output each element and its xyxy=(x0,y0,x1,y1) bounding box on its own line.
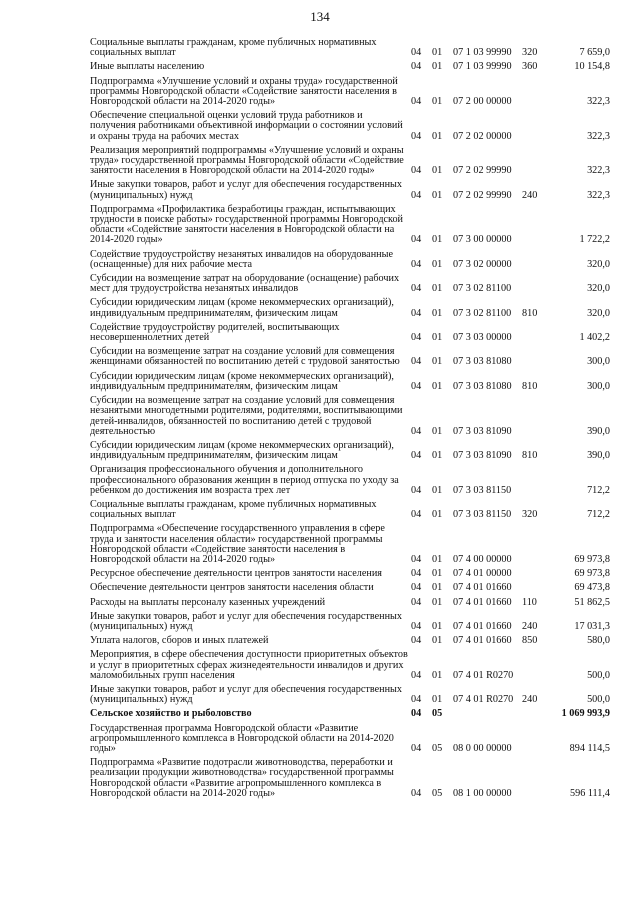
row-section: 04 xyxy=(411,234,422,246)
row-amount: 10 154,8 xyxy=(574,61,610,73)
row-expense-type: 360 xyxy=(522,61,538,73)
row-expense-type: 850 xyxy=(522,635,538,647)
table-row xyxy=(90,636,610,646)
row-subsection: 01 xyxy=(432,596,443,608)
row-section: 04 xyxy=(411,484,422,496)
row-expense-type: 810 xyxy=(522,307,538,319)
row-target-article: 07 3 02 81100 xyxy=(453,307,512,319)
row-subsection: 05 xyxy=(432,742,443,754)
row-amount: 69 473,8 xyxy=(574,582,610,594)
row-section: 04 xyxy=(411,582,422,594)
row-subsection: 01 xyxy=(432,425,443,437)
row-expense-type: 320 xyxy=(522,47,538,59)
row-subsection: 01 xyxy=(432,553,443,565)
row-expense-type: 810 xyxy=(522,380,538,392)
table-row xyxy=(90,650,610,681)
row-description: Иные закупки товаров, работ и услуг для обеспечения государственных (муниципальных) нужд xyxy=(90,683,402,706)
row-amount: 300,0 xyxy=(587,380,610,392)
row-description: Организация профессионального обучения и дополнительного профессионального образования женщин в период отпуска по уходу за ребенком до достижения им возраста трех лет xyxy=(90,464,399,496)
row-expense-type: 110 xyxy=(522,596,537,608)
row-subsection: 01 xyxy=(432,568,443,580)
row-description: Субсидии на возмещение затрат на оборудование (оснащение) рабочих мест для трудоустройства незанятых инвалидов xyxy=(90,273,400,295)
row-description: Подпрограмма «Профилактика безработицы граждан, испытывающих трудности в поиске работы» государственной программы Новгородской области «Содействие занятости населения в Новгородской области на 2014-2020 годы» xyxy=(90,203,404,246)
table-row xyxy=(90,77,610,108)
row-section: 04 xyxy=(411,61,422,73)
row-subsection: 01 xyxy=(432,669,443,681)
row-subsection: 05 xyxy=(432,708,443,720)
page-number: 134 xyxy=(310,9,330,24)
row-target-article: 08 1 00 00000 xyxy=(453,787,512,799)
table-row xyxy=(90,205,610,246)
row-subsection: 01 xyxy=(432,332,443,344)
row-subsection: 01 xyxy=(432,620,443,632)
table-row xyxy=(90,724,610,755)
table-row xyxy=(90,274,610,294)
row-target-article: 07 1 03 99990 xyxy=(453,61,512,73)
row-amount: 69 973,8 xyxy=(574,553,610,565)
row-amount: 69 973,8 xyxy=(574,568,610,580)
row-section: 04 xyxy=(411,708,422,720)
row-subsection: 01 xyxy=(432,61,443,73)
row-subsection: 01 xyxy=(432,258,443,270)
row-target-article: 07 4 01 01660 xyxy=(453,582,512,594)
row-target-article: 07 3 03 81150 xyxy=(453,484,512,496)
table-row xyxy=(90,372,610,392)
row-amount: 712,2 xyxy=(587,484,610,496)
row-amount: 500,0 xyxy=(587,694,610,706)
row-amount: 596 111,4 xyxy=(570,787,610,799)
budget-table xyxy=(90,38,610,803)
table-row xyxy=(90,569,610,579)
row-target-article: 07 4 01 R0270 xyxy=(453,669,514,681)
row-subsection: 01 xyxy=(432,582,443,594)
row-description: Содействие трудоустройству родителей, воспитывающих несовершеннолетних детей xyxy=(90,321,340,344)
row-target-article: 07 3 03 81080 xyxy=(453,380,512,392)
table-row xyxy=(90,465,610,496)
row-target-article: 07 4 01 01660 xyxy=(453,620,512,632)
table-row xyxy=(90,441,610,461)
row-target-article: 07 1 03 99990 xyxy=(453,47,512,59)
row-expense-type: 240 xyxy=(522,694,538,706)
row-target-article: 07 2 02 99990 xyxy=(453,165,512,177)
row-amount: 322,3 xyxy=(587,96,610,108)
row-description: Обеспечение деятельности центров занятости населения области xyxy=(90,582,374,594)
row-subsection: 01 xyxy=(432,484,443,496)
row-amount: 320,0 xyxy=(587,258,610,270)
row-section: 04 xyxy=(411,96,422,108)
row-amount: 500,0 xyxy=(587,669,610,681)
row-section: 04 xyxy=(411,568,422,580)
row-subsection: 01 xyxy=(432,450,443,462)
row-description: Субсидии юридическим лицам (кроме некоммерческих организаций), индивидуальным предпринимателям, физическим лицам xyxy=(90,370,394,392)
row-section: 04 xyxy=(411,356,422,368)
row-section: 04 xyxy=(411,307,422,319)
row-target-article: 07 2 00 00000 xyxy=(453,96,512,108)
row-description: Реализация мероприятий подпрограммы «Улучшение условий и охраны труда» государственной программы Новгородской области «Содействие занятости населения в Новгородской области на 2014-2020 годы» xyxy=(90,144,404,177)
row-description: Иные закупки товаров, работ и услуг для обеспечения государственных (муниципальных) нужд xyxy=(90,610,402,632)
row-target-article: 07 4 01 01660 xyxy=(453,635,512,647)
table-row xyxy=(90,500,610,520)
row-amount: 580,0 xyxy=(587,635,610,647)
row-subsection: 01 xyxy=(432,96,443,108)
row-section: 04 xyxy=(411,380,422,392)
row-subsection: 01 xyxy=(432,356,443,368)
row-amount: 322,3 xyxy=(587,189,610,201)
row-section: 04 xyxy=(411,47,422,59)
row-section: 04 xyxy=(411,165,422,177)
table-row xyxy=(90,685,610,705)
row-description: Ресурсное обеспечение деятельности центров занятости населения xyxy=(90,568,382,580)
row-section: 04 xyxy=(411,332,422,344)
row-subsection: 01 xyxy=(432,189,443,201)
row-target-article: 07 3 03 81090 xyxy=(453,425,512,437)
row-description: Подпрограмма «Улучшение условий и охраны труда» государственной программы Новгородской области «Содействие занятости населения в Новгородской области на 2014-2020 годы» xyxy=(90,75,398,108)
row-description: Социальные выплаты гражданам, кроме публичных нормативных социальных выплат xyxy=(90,498,377,521)
row-expense-type: 240 xyxy=(522,620,538,632)
row-target-article: 07 4 01 00000 xyxy=(453,568,512,580)
row-expense-type: 320 xyxy=(522,509,538,521)
row-amount: 1 402,2 xyxy=(579,332,610,344)
row-expense-type: 810 xyxy=(522,450,538,462)
row-description: Иные закупки товаров, работ и услуг для обеспечения государственных (муниципальных) нужд xyxy=(90,179,402,201)
row-subsection: 01 xyxy=(432,165,443,177)
row-section: 04 xyxy=(411,189,422,201)
row-subsection: 01 xyxy=(432,380,443,392)
row-subsection: 01 xyxy=(432,234,443,246)
table-row xyxy=(90,583,610,593)
row-section: 04 xyxy=(411,450,422,462)
row-section: 04 xyxy=(411,258,422,270)
row-section: 04 xyxy=(411,742,422,754)
row-description: Подпрограмма «Обеспечение государственного управления в сфере труда и занятости населения области» государственной программы Новгородской области «Содействие занятости населения в Новгородской области на 2014-2020 годы» xyxy=(90,523,385,565)
row-amount: 390,0 xyxy=(587,450,610,462)
row-target-article: 07 3 02 00000 xyxy=(453,258,512,270)
row-section: 04 xyxy=(411,509,422,521)
row-target-article: 07 4 01 R0270 xyxy=(453,694,514,706)
row-description: Государственная программа Новгородской области «Развитие агропромышленного комплекса в Новгородской области на 2014-2020 годы» xyxy=(90,722,394,754)
row-section: 04 xyxy=(411,425,422,437)
row-amount: 322,3 xyxy=(587,130,610,142)
row-amount: 320,0 xyxy=(587,283,610,295)
row-subsection: 01 xyxy=(432,307,443,319)
row-amount: 1 069 993,9 xyxy=(561,708,610,720)
table-row xyxy=(90,180,610,200)
row-section: 04 xyxy=(411,635,422,647)
row-amount: 7 659,0 xyxy=(579,47,610,59)
row-subsection: 01 xyxy=(432,635,443,647)
row-amount: 390,0 xyxy=(587,425,610,437)
table-row xyxy=(90,298,610,318)
row-section: 04 xyxy=(411,620,422,632)
row-expense-type: 240 xyxy=(522,189,538,201)
row-description: Сельское хозяйство и рыболовство xyxy=(90,708,252,720)
table-row xyxy=(90,758,610,799)
row-description: Иные выплаты населению xyxy=(90,61,205,73)
row-description: Субсидии на возмещение затрат на создание условий для совмещения женщинами обязанностей по воспитанию детей с трудовой занятостью xyxy=(90,346,400,368)
row-subsection: 01 xyxy=(432,694,443,706)
table-row xyxy=(90,612,610,632)
table-row xyxy=(90,598,610,608)
table-row xyxy=(90,396,610,437)
row-section: 04 xyxy=(411,787,422,799)
table-row xyxy=(90,347,610,367)
row-description: Мероприятия, в сфере обеспечения доступности приоритетных объектов и услуг в приоритетных сферах жизнедеятельности инвалидов и других маломобильных групп населения xyxy=(90,649,408,681)
row-section: 04 xyxy=(411,669,422,681)
row-amount: 712,2 xyxy=(587,509,610,521)
row-amount: 320,0 xyxy=(587,307,610,319)
row-section: 04 xyxy=(411,130,422,142)
row-target-article: 07 3 03 81090 xyxy=(453,450,512,462)
row-subsection: 01 xyxy=(432,130,443,142)
table-row xyxy=(90,146,610,177)
row-description: Социальные выплаты гражданам, кроме публичных нормативных социальных выплат xyxy=(90,37,377,59)
row-subsection: 01 xyxy=(432,47,443,59)
row-description: Субсидии юридическим лицам (кроме некоммерческих организаций), индивидуальным предпринимателям, физическим лицам xyxy=(90,297,394,319)
table-row xyxy=(90,323,610,343)
row-amount: 300,0 xyxy=(587,356,610,368)
row-target-article: 07 3 02 81100 xyxy=(453,283,512,295)
row-target-article: 08 0 00 00000 xyxy=(453,742,512,754)
table-row xyxy=(90,524,610,565)
row-amount: 17 031,3 xyxy=(574,620,610,632)
row-description: Содействие трудоустройству незанятых инвалидов на оборудованные (оснащенные) для них рабочие места xyxy=(90,248,393,270)
table-row xyxy=(90,38,610,58)
table-row xyxy=(90,62,610,72)
row-description: Подпрограмма «Развитие подотрасли животноводства, переработки и реализации продукции животноводства» государственной программы Новгородской области «Развитие агропромышленного комплекса в Новгородской области на 2014-2020 годы» xyxy=(90,757,394,799)
row-description: Уплата налогов, сборов и иных платежей xyxy=(90,635,269,647)
row-target-article: 07 3 03 81080 xyxy=(453,356,512,368)
row-amount: 322,3 xyxy=(587,165,610,177)
row-amount: 51 862,5 xyxy=(574,596,610,608)
row-target-article: 07 3 03 81150 xyxy=(453,509,512,521)
row-subsection: 05 xyxy=(432,787,443,799)
row-target-article: 07 3 00 00000 xyxy=(453,234,512,246)
row-amount: 1 722,2 xyxy=(579,234,610,246)
row-description: Расходы на выплаты персоналу казенных учреждений xyxy=(90,596,326,608)
table-row xyxy=(90,111,610,142)
row-target-article: 07 3 03 00000 xyxy=(453,332,512,344)
row-target-article: 07 4 00 00000 xyxy=(453,553,512,565)
row-subsection: 01 xyxy=(432,283,443,295)
row-description: Обеспечение специальной оценки условий труда работников и получения работниками объективной информации о состоянии условий и охраны труда на рабочих местах xyxy=(90,110,403,142)
row-section: 04 xyxy=(411,553,422,565)
row-description: Субсидии на возмещение затрат на создание условий для совмещения незанятыми многодетными родителями, родителями, воспитывающими детей-инвалидов, обязанностей по воспитанию детей с трудовой деятельностью xyxy=(90,395,403,437)
row-target-article: 07 4 01 01660 xyxy=(453,596,512,608)
row-section: 04 xyxy=(411,283,422,295)
row-target-article: 07 2 02 99990 xyxy=(453,189,512,201)
table-row xyxy=(90,709,610,719)
row-subsection: 01 xyxy=(432,509,443,521)
row-section: 04 xyxy=(411,596,422,608)
table-row xyxy=(90,250,610,270)
row-description: Субсидии юридическим лицам (кроме некоммерческих организаций), индивидуальным предпринимателям, физическим лицам xyxy=(90,439,394,462)
row-target-article: 07 2 02 00000 xyxy=(453,130,512,142)
row-section: 04 xyxy=(411,694,422,706)
row-amount: 894 114,5 xyxy=(569,742,610,754)
